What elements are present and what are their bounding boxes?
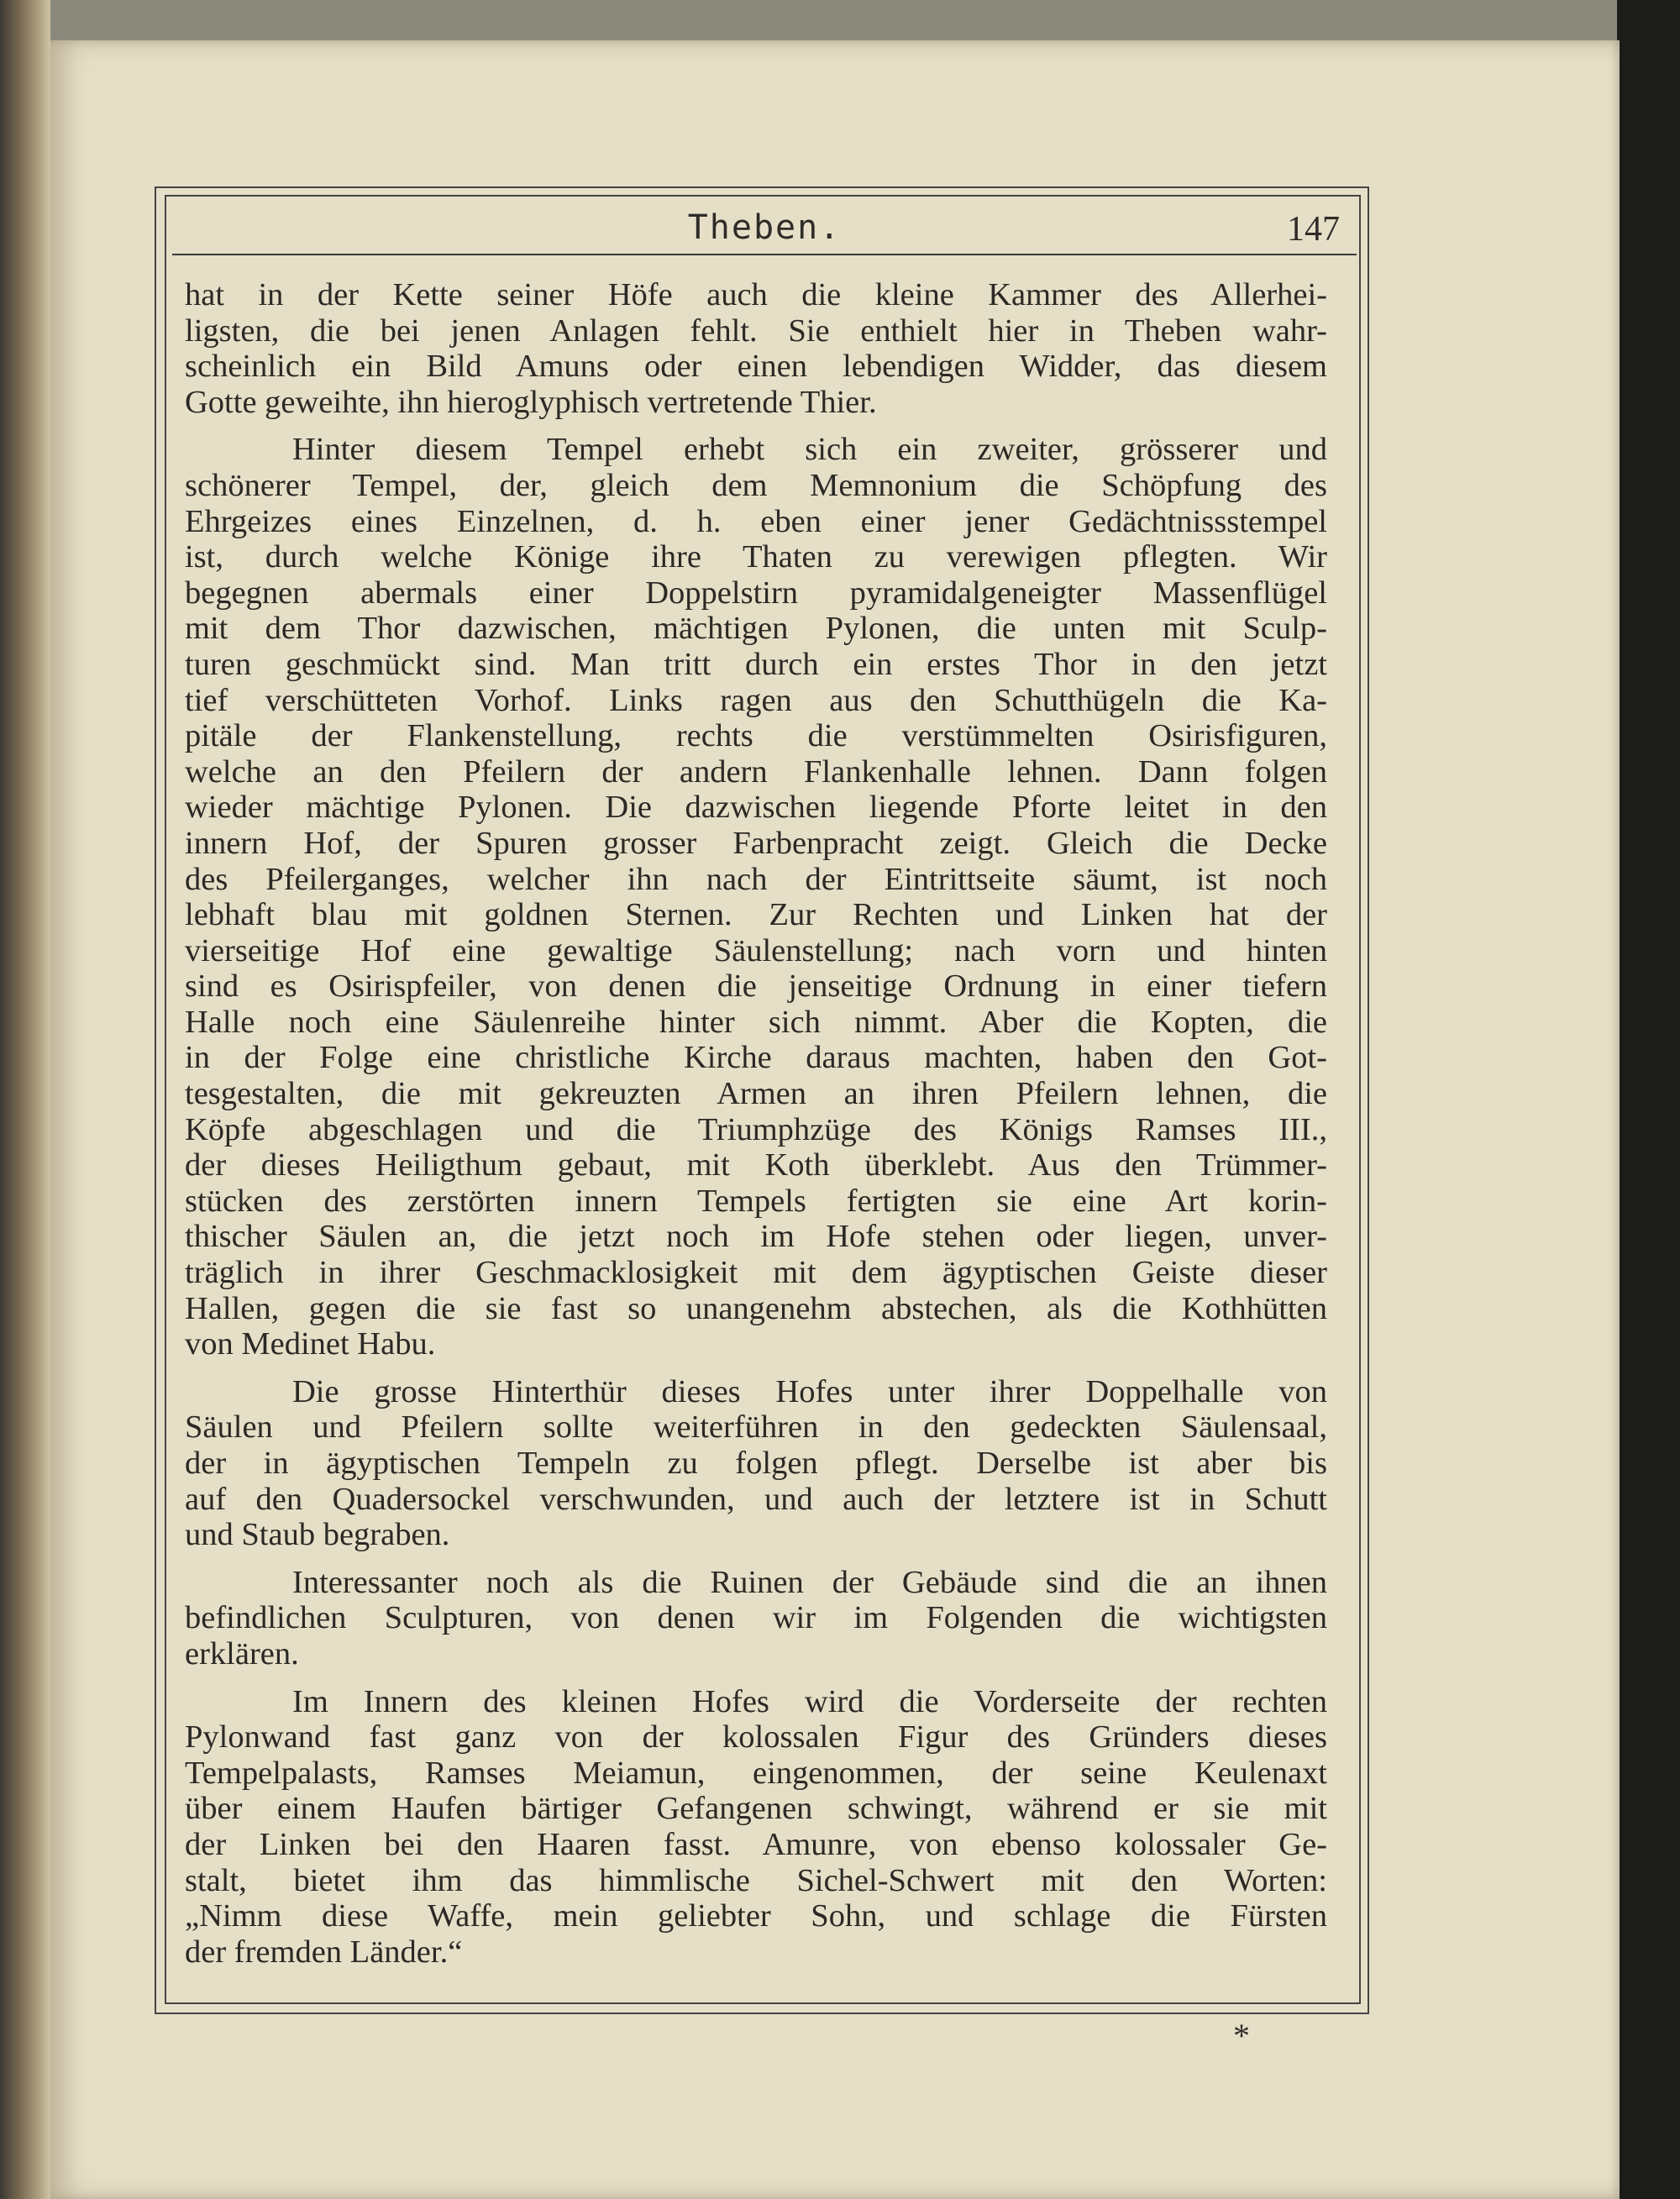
text-line: der dieses Heiligthum gebaut, mit Koth überklebt. Aus den Trümmer- xyxy=(185,1147,1327,1183)
text-line: thischer Säulen an, die jetzt noch im Hofe stehen oder liegen, unver- xyxy=(185,1219,1327,1255)
text-line: ist, durch welche Könige ihre Thaten zu verewigen pflegten. Wir xyxy=(185,539,1327,575)
text-line: lebhaft blau mit goldnen Sternen. Zur Rechten und Linken hat der xyxy=(185,897,1327,933)
text-line: der in ägyptischen Tempeln zu folgen pflegt. Derselbe ist aber bis xyxy=(185,1446,1327,1481)
paragraph xyxy=(185,432,1327,1362)
text-line: ligsten, die bei jenen Anlagen fehlt. Sie enthielt hier in Theben wahr- xyxy=(185,312,1327,349)
text-line: pitäle der Flankenstellung, rechts die verstümmelten Osirisfiguren, xyxy=(185,718,1327,754)
text-line: Köpfe abgeschlagen und die Triumphzüge des Königs Ramses III., xyxy=(185,1111,1327,1147)
text-line: scheinlich ein Bild Amuns oder einen lebendigen Widder, das diesem xyxy=(185,349,1327,385)
signature-mark: * xyxy=(1233,2017,1250,2055)
text-line: hat in der Kette seiner Höfe auch die kleine Kammer des Allerhei- xyxy=(185,277,1327,312)
text-line: träglich in ihrer Geschmacklosigkeit mit dem ägyptischen Geiste dieser xyxy=(185,1255,1327,1291)
book-spine xyxy=(0,0,50,2199)
text-line: befindlichen Sculpturen, von denen wir im Folgenden die wichtigsten xyxy=(185,1600,1327,1636)
text-line: Hallen, gegen die sie fast so unangenehm abstechen, als die Kothhütten xyxy=(185,1290,1327,1326)
body-text xyxy=(185,277,1327,1970)
text-line: sind es Osirispfeiler, von denen die jenseitige Ordnung in einer tiefern xyxy=(185,968,1327,1005)
text-line: mit dem Thor dazwischen, mächtigen Pylonen, die unten mit Sculp- xyxy=(185,611,1327,647)
text-line: von Medinet Habu. xyxy=(185,1326,436,1362)
text-line: innern Hof, der Spuren grosser Farbenpracht zeigt. Gleich die Decke xyxy=(185,825,1327,861)
paragraph xyxy=(185,277,1327,420)
text-line: Interessanter noch als die Ruinen der Gebäude sind die an ihnen xyxy=(292,1564,1327,1600)
text-line: Gotte geweihte, ihn hieroglyphisch vertretende Thier. xyxy=(185,384,877,420)
page-header xyxy=(172,202,1357,255)
text-line: stalt, bietet ihm das himmlische Sichel-Schwert mit den Worten: xyxy=(185,1862,1327,1898)
text-line: der fremden Länder.“ xyxy=(185,1934,463,1970)
text-line: welche an den Pfeilern der andern Flankenhalle lehnen. Dann folgen xyxy=(185,753,1327,790)
text-line: begegnen abermals einer Doppelstirn pyramidalgeneigter Massenflügel xyxy=(185,575,1327,611)
text-line: Hinter diesem Tempel erhebt sich ein zweiter, grösserer und xyxy=(292,432,1327,468)
text-line: über einem Haufen bärtiger Gefangenen schwingt, während er sie mit xyxy=(185,1791,1327,1827)
text-line: Die grosse Hinterthür dieses Hofes unter ihrer Doppelhalle von xyxy=(292,1373,1327,1409)
text-line: wieder mächtige Pylonen. Die dazwischen liegende Pforte leitet in den xyxy=(185,790,1327,826)
text-line: auf den Quadersockel verschwunden, und auch der letztere ist in Schutt xyxy=(185,1481,1327,1517)
text-line: tesgestalten, die mit gekreuzten Armen an ihren Pfeilern lehnen, die xyxy=(185,1076,1327,1112)
text-line: Tempelpalasts, Ramses Meiamun, eingenommen, der seine Keulenaxt xyxy=(185,1755,1327,1791)
text-line: stücken des zerstörten innern Tempels fertigten sie eine Art korin- xyxy=(185,1183,1327,1219)
text-line: der Linken bei den Haaren fasst. Amunre, von ebenso kolossaler Ge- xyxy=(185,1826,1327,1862)
paragraph xyxy=(185,1374,1327,1553)
text-line: Säulen und Pfeilern sollte weiterführen in den gedeckten Säulensaal, xyxy=(185,1409,1327,1446)
text-line: schönerer Tempel, der, gleich dem Memnonium die Schöpfung des xyxy=(185,467,1327,503)
paragraph xyxy=(185,1565,1327,1672)
text-line: Pylonwand fast ganz von der kolossalen Figur des Gründers dieses xyxy=(185,1719,1327,1756)
text-line: Im Innern des kleinen Hofes wird die Vorderseite der rechten xyxy=(292,1683,1327,1719)
paragraph xyxy=(185,1684,1327,1971)
text-line: Halle noch eine Säulenreihe hinter sich nimmt. Aber die Kopten, die xyxy=(185,1004,1327,1040)
text-line: „Nimm diese Waffe, mein geliebter Sohn, und schlage die Fürsten xyxy=(185,1898,1327,1934)
text-line: erklären. xyxy=(185,1635,299,1672)
running-title: Theben. xyxy=(687,208,842,247)
text-line: vierseitige Hof eine gewaltige Säulenstellung; nach vorn und hinten xyxy=(185,932,1327,968)
text-line: und Staub begraben. xyxy=(185,1517,450,1553)
text-line: turen geschmückt sind. Man tritt durch ein erstes Thor in den jetzt xyxy=(185,646,1327,682)
scan-backdrop xyxy=(1617,0,1680,2199)
page-number: 147 xyxy=(1287,210,1340,249)
text-line: Ehrgeizes eines Einzelnen, d. h. eben einer jener Gedächtnissstempel xyxy=(185,503,1327,539)
text-line: des Pfeilerganges, welcher ihn nach der Eintrittseite säumt, ist noch xyxy=(185,861,1327,897)
text-line: in der Folge eine christliche Kirche daraus machten, haben den Got- xyxy=(185,1040,1327,1076)
text-line: tief verschütteten Vorhof. Links ragen aus den Schutthügeln die Ka- xyxy=(185,682,1327,718)
